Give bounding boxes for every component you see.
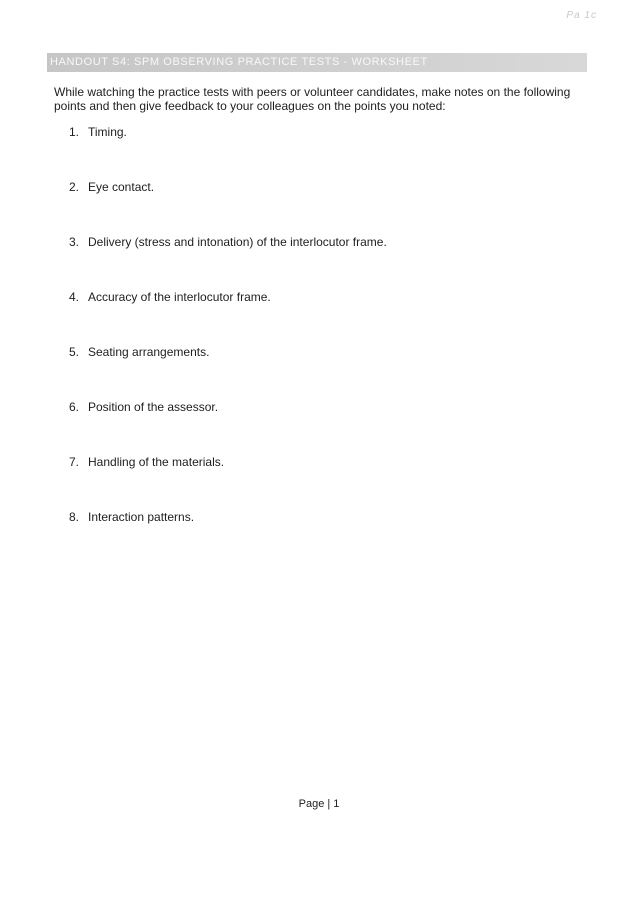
list-item-number: 2.: [69, 180, 80, 194]
list-item-number: 5.: [69, 345, 80, 359]
list-item: [69, 125, 127, 139]
list-item: [69, 180, 154, 194]
list-item-number: 6.: [69, 400, 80, 414]
list-item-text: Handling of the materials.: [88, 455, 225, 469]
list-item: [69, 345, 209, 359]
list-item-text: Interaction patterns.: [88, 510, 195, 524]
list-item-number: 4.: [69, 290, 80, 304]
list-item-text: Position of the assessor.: [88, 400, 219, 414]
list-item: [69, 510, 194, 524]
list-item-number: 1.: [69, 125, 80, 139]
list-item-text: Delivery (stress and intonation) of the interlocutor frame.: [88, 235, 387, 249]
list-item: [69, 400, 218, 414]
list-item-number: 3.: [69, 235, 80, 249]
list-item-text: Seating arrangements.: [88, 345, 210, 359]
handout-header-bar: [47, 53, 587, 72]
list-item: [69, 455, 224, 469]
page-separator: |: [327, 798, 331, 810]
list-item-text: Accuracy of the interlocutor frame.: [88, 290, 271, 304]
handout-title: HANDOUT S4: SPM OBSERVING PRACTICE TESTS - WORKSHEET: [50, 56, 428, 68]
list-item: [69, 290, 271, 304]
list-item: [69, 235, 387, 249]
corner-mark: Pa 1c: [566, 10, 597, 21]
intro-paragraph: While watching the practice tests with peers or volunteer candidates, make notes on the following points and then give feedback to your colleagues on the points you noted:: [54, 85, 571, 113]
page-label: Page: [298, 798, 325, 810]
list-item-text: Timing.: [88, 125, 127, 139]
page-number: 1: [333, 798, 340, 810]
list-item-number: 8.: [69, 510, 80, 524]
list-item-number: 7.: [69, 455, 80, 469]
page-footer: [0, 797, 638, 811]
list-item-text: Eye contact.: [88, 180, 155, 194]
